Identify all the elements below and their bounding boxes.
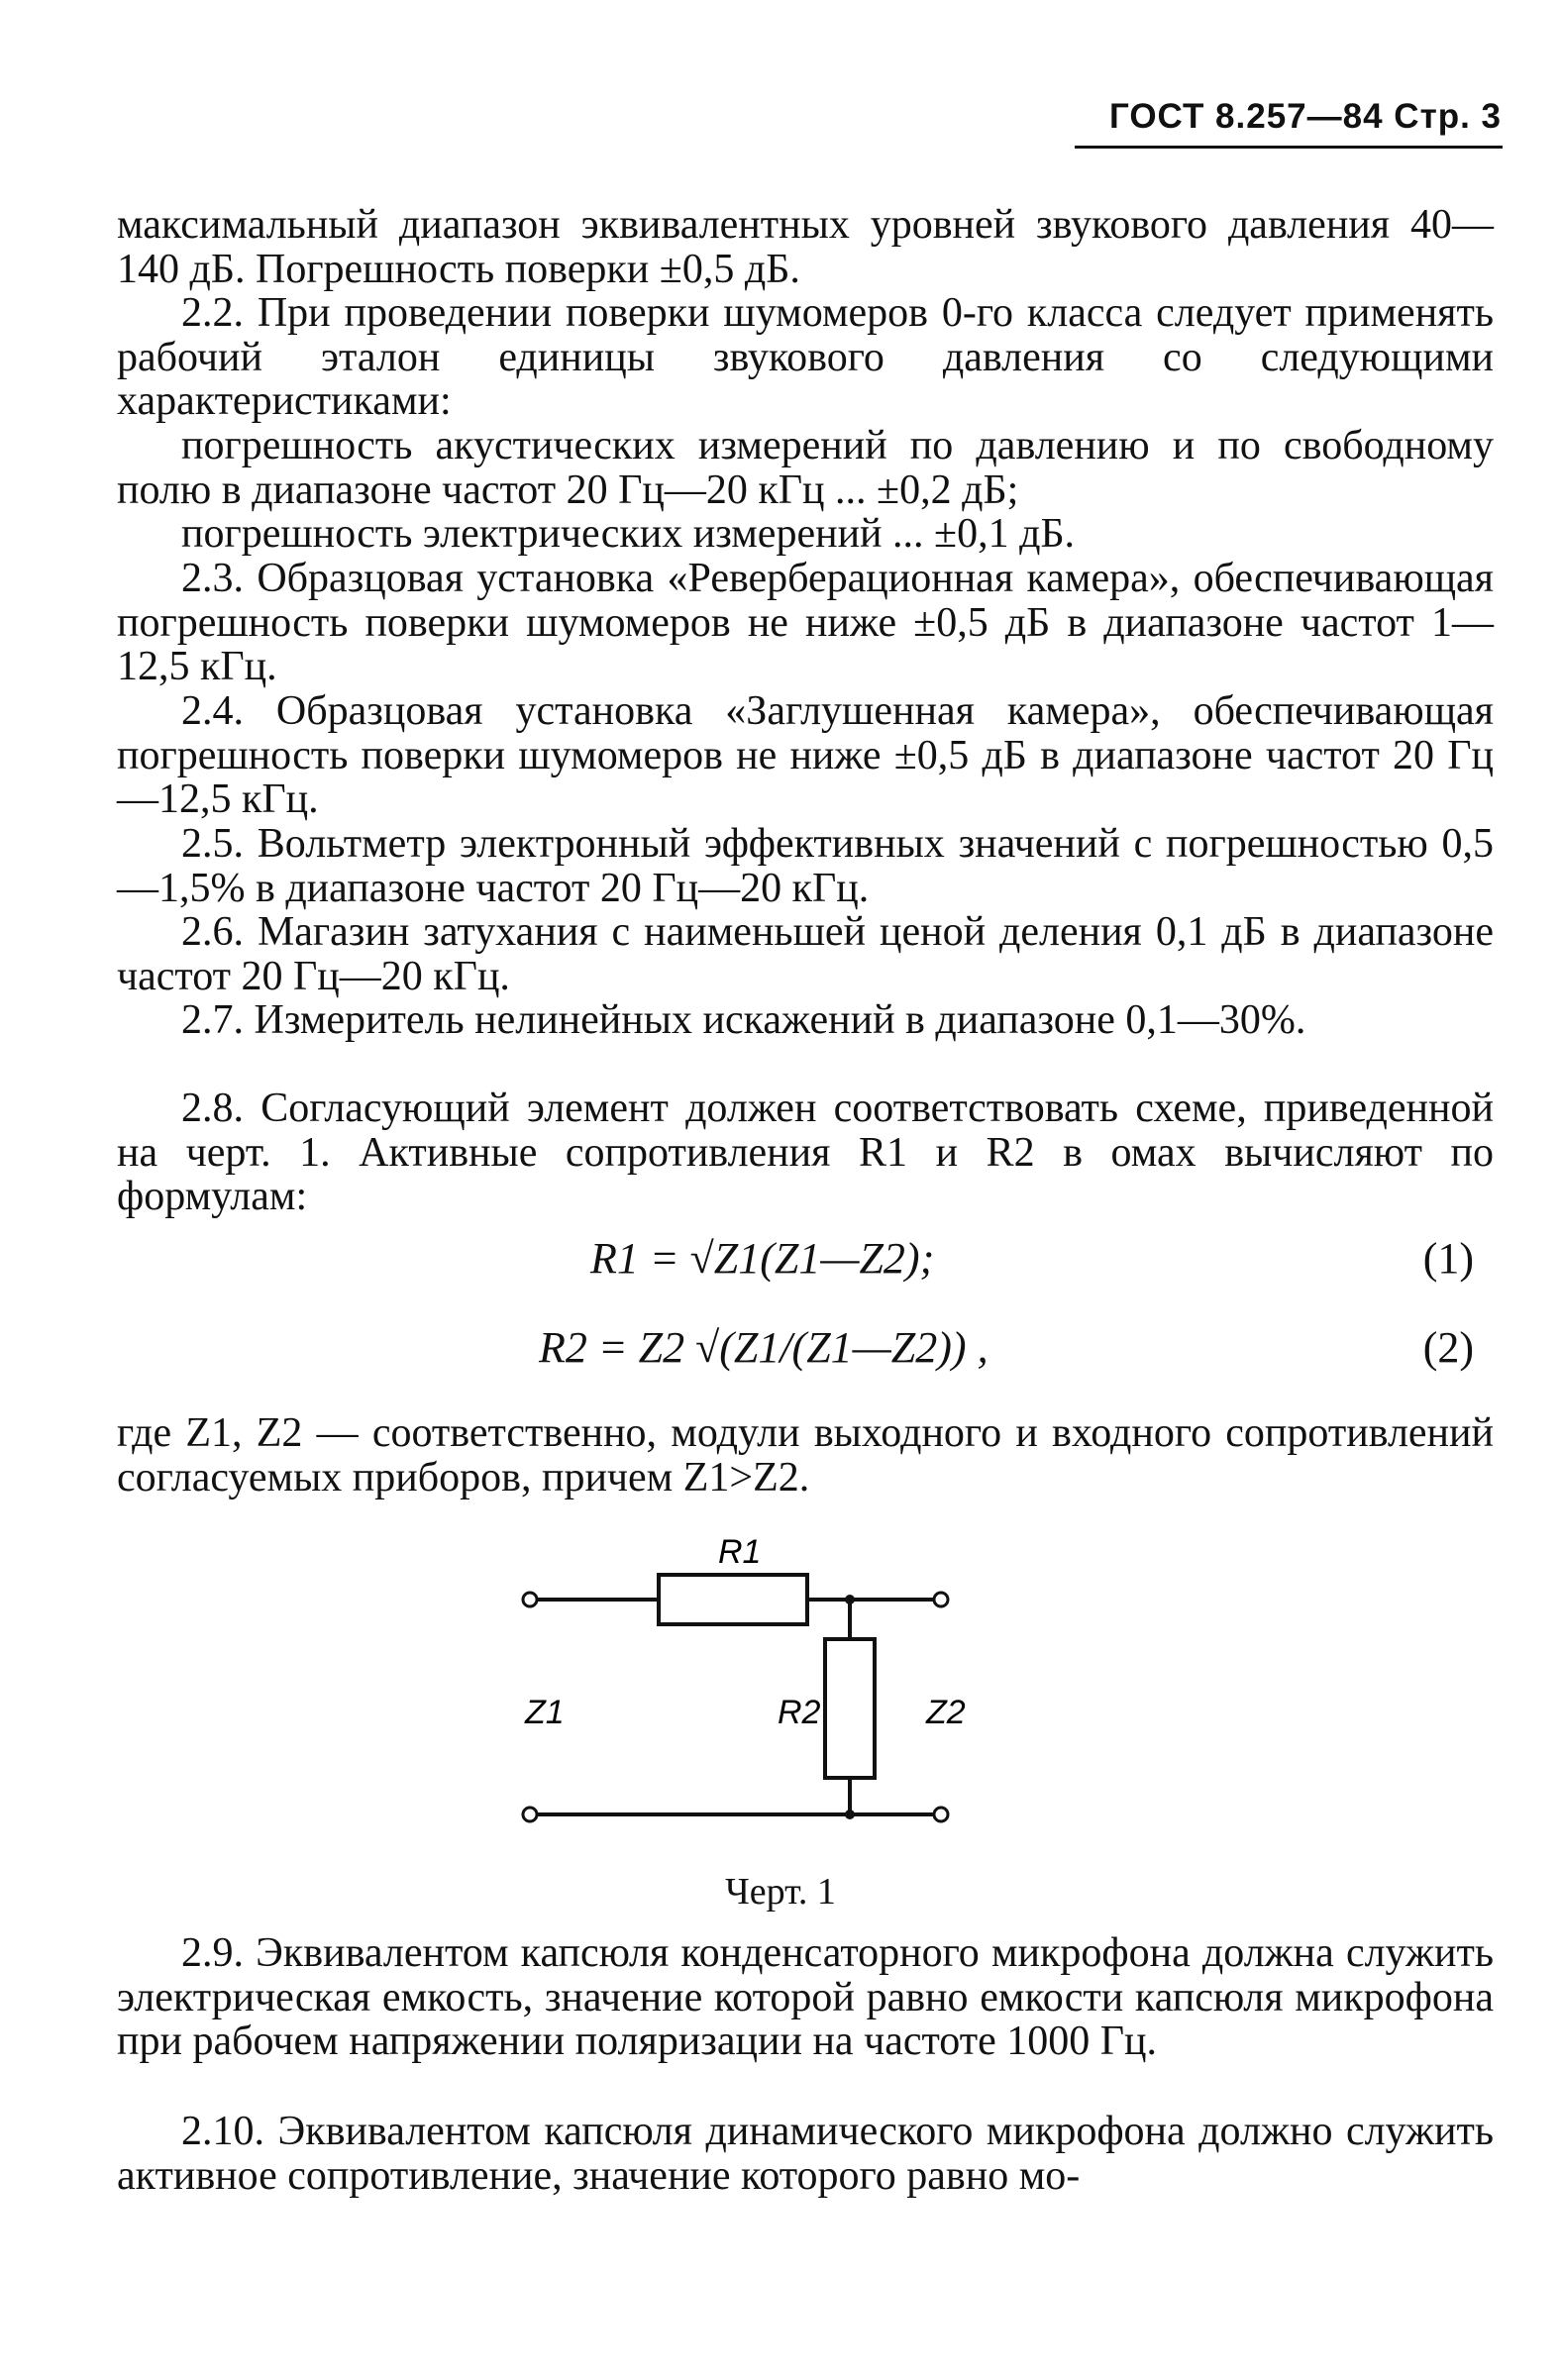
label-z1: Z1 xyxy=(525,1694,565,1731)
paragraph: 2.4. Образцовая установка «Заглушенная камера», обеспечивающая погрешность поверки шумомеров не ниже ±0,5 дБ в диапазоне частот 20 Гц—12,5 кГц. xyxy=(117,688,1494,823)
paragraph: максимальный диапазон эквивалентных уровней звукового давления 40—140 дБ. Погрешность поверки ±0,5 дБ. xyxy=(117,202,1494,292)
resistor-r1 xyxy=(659,1575,807,1624)
paragraph: 2.10. Эквивалентом капсюля динамического микрофона должно служить активное сопротивление, значение которого равно мо- xyxy=(117,2109,1494,2199)
paragraph: 2.9. Эквивалентом капсюля конденсаторного микрофона должна служить электрическая емкость, значение которой равно емкости капсюля микрофона при рабочем напряжении поляризации на частоте 1000 Гц. xyxy=(117,1930,1494,2065)
formula-expression: R2 = Z2 √(Z1/(Z1—Z2)) , xyxy=(539,1323,989,1372)
page-header: ГОСТ 8.257—84 Стр. 3 xyxy=(1108,97,1502,136)
formula-number: (1) xyxy=(1422,1234,1474,1283)
label-r2: R2 xyxy=(778,1694,821,1731)
paragraph: 2.3. Образцовая установка «Реверберационная камера», обеспечивающая погрешность поверки шумомеров не ниже ±0,5 дБ в диапазоне частот 1—12,5 кГц. xyxy=(117,556,1494,690)
terminal-in-bottom xyxy=(523,1808,537,1821)
figure-caption: Черт. 1 xyxy=(725,1871,836,1913)
paragraph: 2.5. Вольтметр электронный эффективных значений с погрешностью 0,5—1,5% в диапазоне частот 20 Гц—20 кГц. xyxy=(117,821,1494,911)
terminal-out-bottom xyxy=(934,1808,948,1821)
label-z2: Z2 xyxy=(926,1694,966,1731)
formula-expression: R1 = √Z1(Z1—Z2); xyxy=(590,1234,935,1283)
resistor-r2 xyxy=(825,1639,875,1778)
paragraph: 2.7. Измеритель нелинейных искажений в диапазоне 0,1—30%. xyxy=(181,997,1306,1043)
formula-rhs: Z2 √(Z1/(Z1—Z2)) , xyxy=(638,1323,989,1372)
terminal-out-top xyxy=(934,1593,948,1606)
formula-lhs: R2 xyxy=(539,1323,587,1372)
formula-2 xyxy=(117,1322,1494,1382)
formula-1 xyxy=(117,1233,1494,1293)
paragraph: 2.2. При проведении поверки шумомеров 0-го класса следует применять рабочий эталон единицы звукового давления со следующими характеристиками: xyxy=(117,290,1494,425)
paragraph: 2.8. Согласующий элемент должен соответствовать схеме, приведенной на черт. 1. Активные сопротивления R1 и R2 в омах вычисляют по формулам: xyxy=(117,1086,1494,1220)
formula-lhs: R1 xyxy=(590,1234,639,1283)
terminal-in-top xyxy=(523,1593,537,1606)
circuit-diagram xyxy=(475,1525,990,1842)
label-r1: R1 xyxy=(718,1533,762,1571)
formula-number: (2) xyxy=(1422,1323,1474,1372)
paragraph: 2.6. Магазин затухания с наименьшей ценой деления 0,1 дБ в диапазоне частот 20 Гц—20 кГц. xyxy=(117,909,1494,999)
paragraph: погрешность акустических измерений по давлению и по свободному полю в диапазоне частот 20 Гц—20 кГц ... ±0,2 дБ; xyxy=(117,423,1494,513)
paragraph: где Z1, Z2 — соответственно, модули выходного и входного сопротивлений согласуемых приборов, причем Z1>Z2. xyxy=(117,1410,1494,1500)
paragraph: погрешность электрических измерений ... ±0,1 дБ. xyxy=(181,511,1076,557)
formula-rhs: √Z1(Z1—Z2); xyxy=(689,1234,935,1283)
header-rule xyxy=(1075,146,1503,149)
